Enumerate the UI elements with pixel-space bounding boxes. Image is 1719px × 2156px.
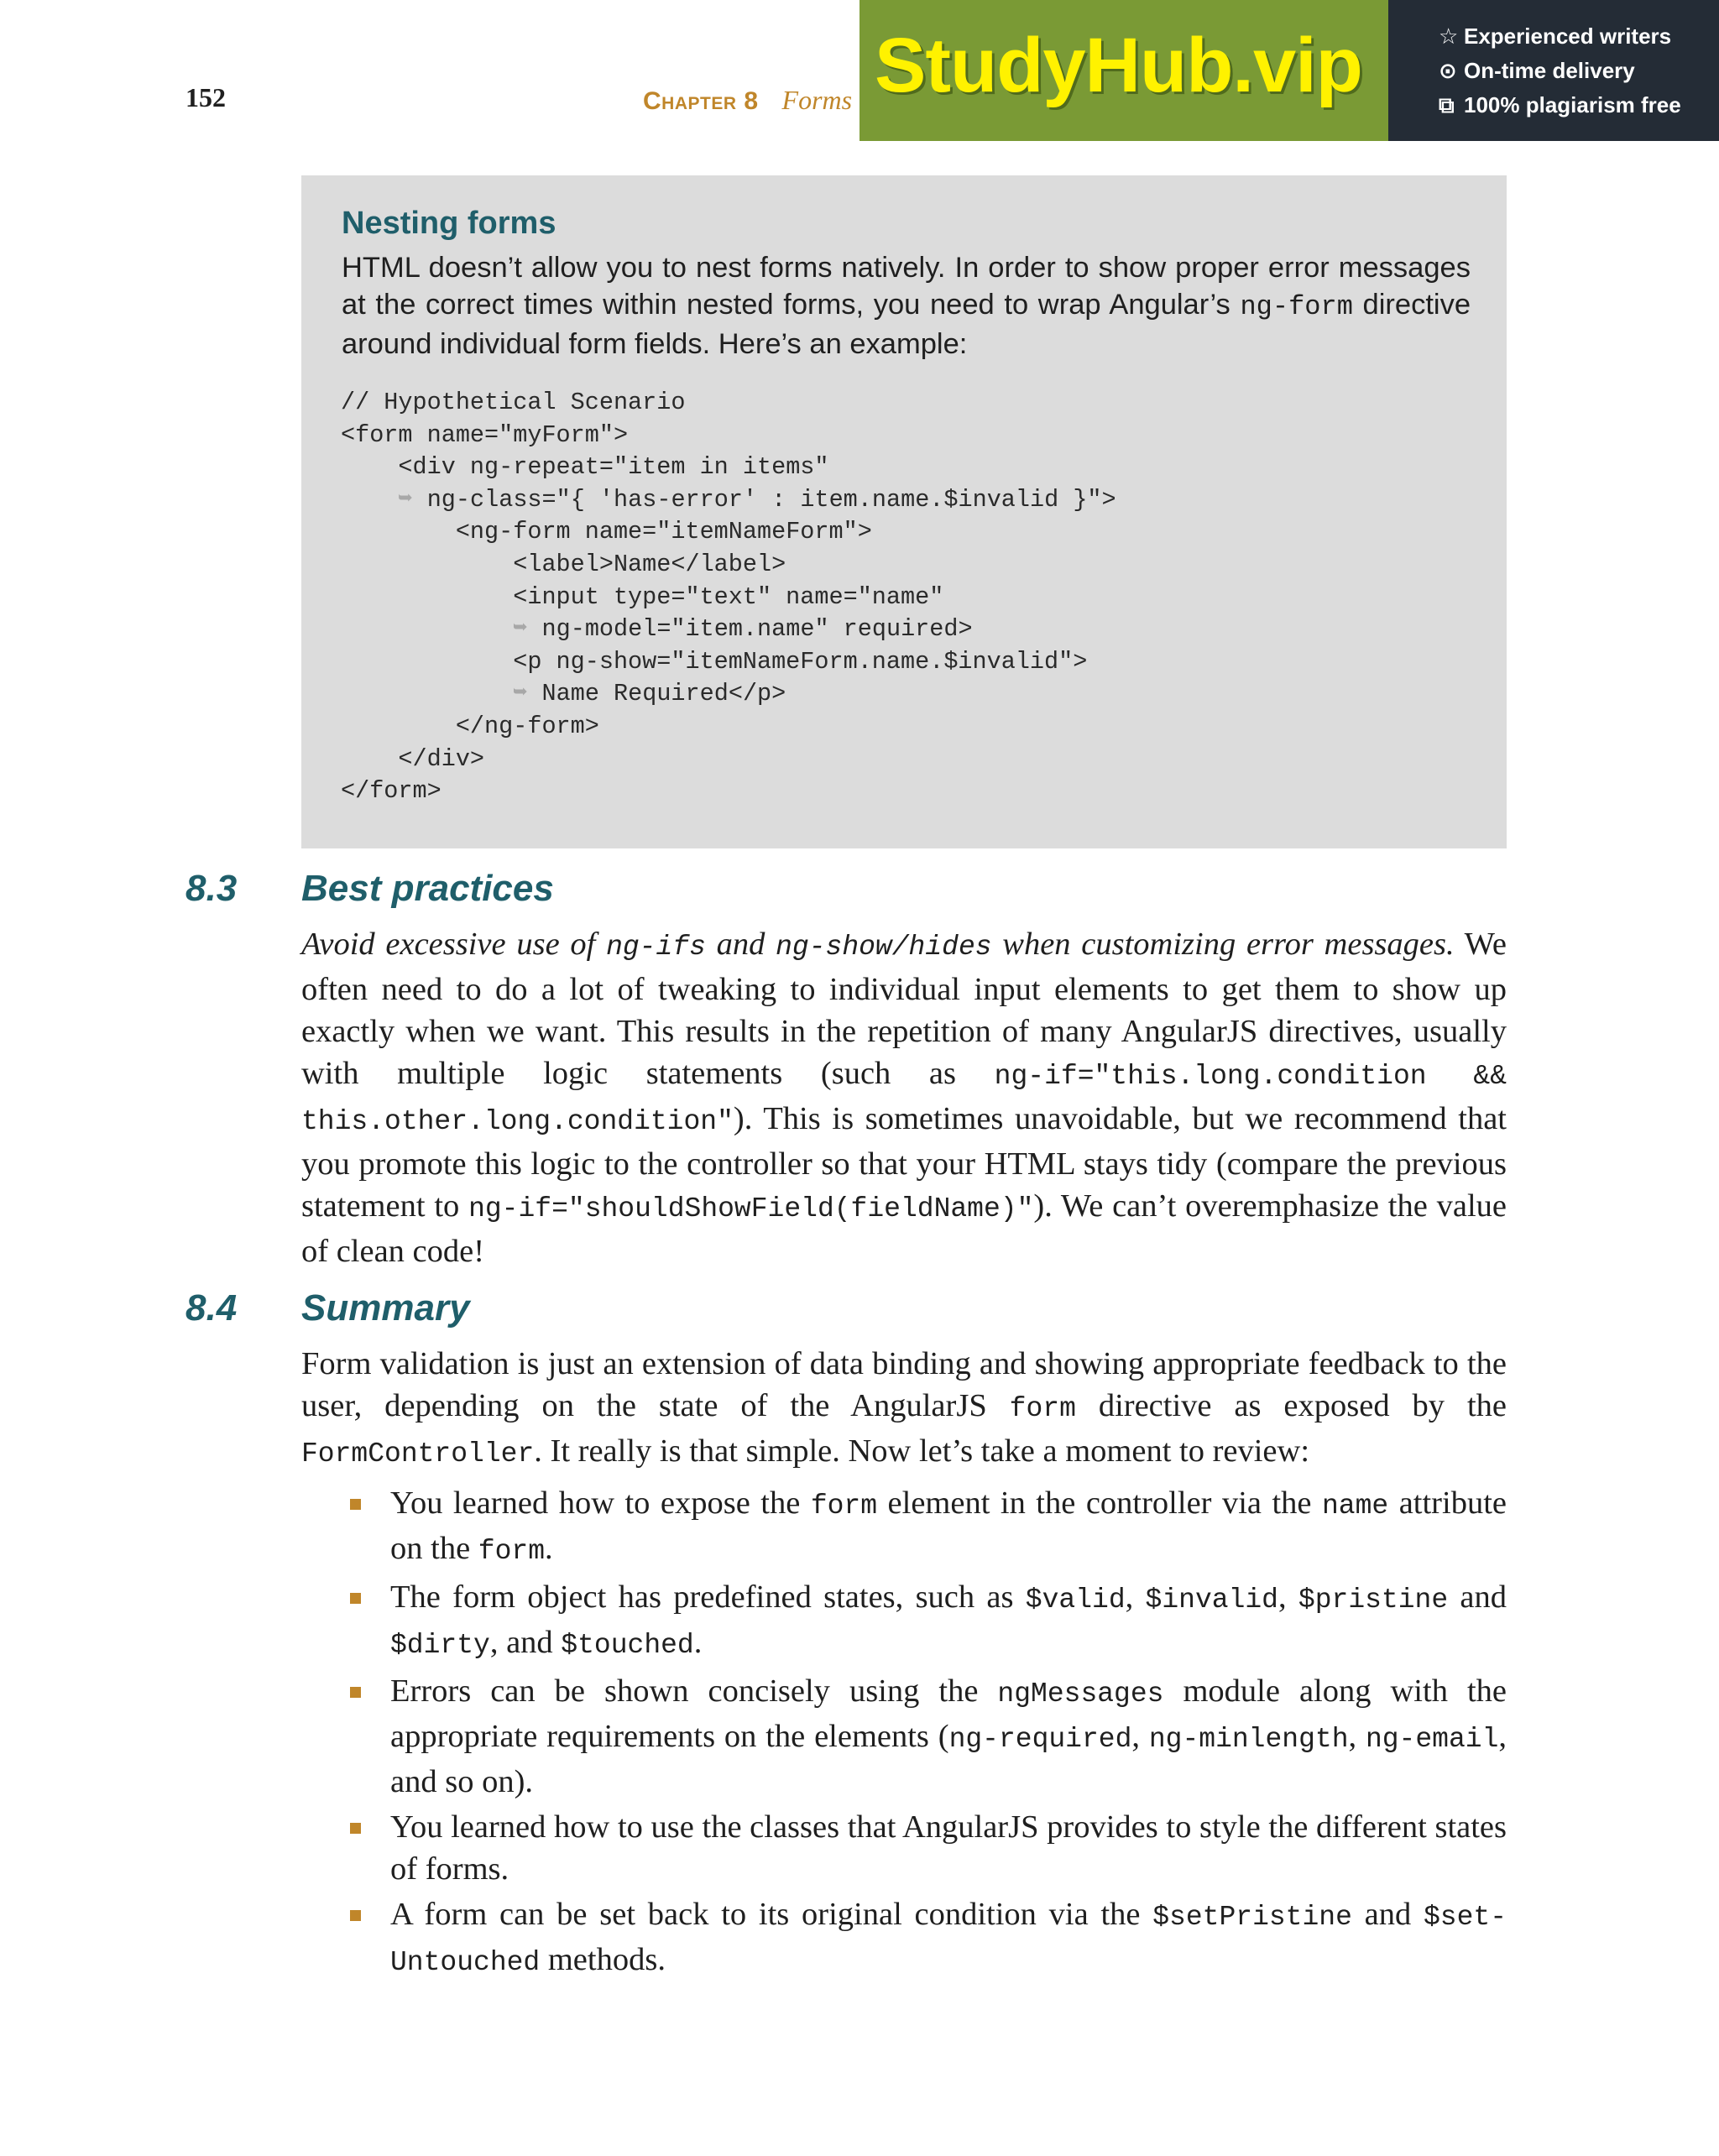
section-title: Summary	[301, 1287, 470, 1329]
code-line	[341, 646, 1116, 679]
section-title: Best practices	[301, 868, 554, 909]
bullet-square-icon	[350, 1499, 361, 1510]
list-item: Errors can be shown concisely using the ngMessages module along with the appropriate requirements on the elements (ng-required, ng-minlength, ng-email, and so on).	[347, 1670, 1507, 1803]
page-number: 152	[185, 82, 226, 112]
code-text: </ng-form>	[455, 712, 599, 740]
code-line	[341, 775, 1116, 808]
chapter-label: Chapter 8	[643, 87, 759, 115]
star-outline-icon: ☆	[1439, 23, 1459, 49]
code-line	[341, 516, 1116, 549]
sidebar-title: Nesting forms	[342, 206, 556, 241]
inline-code: form	[1009, 1393, 1076, 1424]
banner-brand-panel	[860, 0, 1388, 141]
code-text: <input type="text" name="name"	[513, 582, 944, 611]
code-text: <label>Name</label>	[513, 550, 786, 578]
list-item: You learned how to expose the form element in the controller via the name attribute on the form.	[347, 1482, 1507, 1573]
list-item: The form object has predefined states, such as $valid, $invalid, $pristine and $dirty, and $touched.	[347, 1576, 1507, 1667]
best-practices-paragraph: Avoid excessive use of ng-ifs and ng-show/hides when customizing error messages. We often need to do a lot of tweaking to individual input elements to get them to show up exactly when we want. This results in the repetition of many AngularJS directives, usually with multiple logic statements (such as ng-if="this.long.condition && this.other.long.condition"). This is sometimes unavoidable, but we recommend that you promote this logic to the controller so that your HTML stays tidy (compare the previous statement to ng-if="shouldShowField(fieldName)"). We can’t overemphasize the value of clean code!	[301, 927, 1507, 1269]
copy-icon: ⧉	[1439, 92, 1455, 117]
code-text: <div ng-repeat="item in items"	[398, 453, 829, 482]
list-item: You learned how to use the classes that AngularJS provides to style the different states of forms.	[347, 1806, 1507, 1890]
banner-feature	[1439, 92, 1681, 119]
code-line	[341, 484, 1116, 517]
code-line	[341, 420, 1116, 452]
bullet-square-icon	[350, 1687, 361, 1698]
bullet-square-icon	[350, 1593, 361, 1604]
chapter-title: Forms	[781, 85, 853, 115]
inline-code: ng-form	[1240, 291, 1353, 322]
banner-feature-text: Experienced writers	[1464, 23, 1672, 49]
code-text: <form name="myForm">	[341, 420, 629, 449]
banner-feature-text: On-time delivery	[1464, 58, 1635, 83]
bullet-square-icon	[350, 1823, 361, 1834]
section-number: 8.3	[185, 868, 238, 909]
code-line	[341, 711, 1116, 744]
banner-brand-logo: StudyHub.vip	[875, 23, 1362, 108]
code-listing	[341, 387, 1116, 808]
code-text: </div>	[398, 744, 485, 773]
continuation-arrow-icon: ➥	[513, 680, 528, 708]
bullet-square-icon	[350, 1910, 361, 1921]
code-line	[341, 549, 1116, 582]
summary-list	[347, 1482, 1507, 1987]
continuation-arrow-icon: ➥	[513, 615, 528, 644]
sidebar-text: HTML doesn’t allow you to nest forms natively. In order to show proper error messages at the correct times within nested forms, you need to wrap Angular’s ng-form directive around individual form fields. Here’s an example:	[342, 252, 1471, 360]
studyhub-banner[interactable]	[860, 0, 1719, 141]
code-text: <ng-form name="itemNameForm">	[455, 518, 872, 546]
code-line	[341, 678, 1116, 711]
code-line	[341, 613, 1116, 646]
banner-feature-text: 100% plagiarism free	[1464, 92, 1681, 117]
summary-paragraph: Form validation is just an extension of data binding and showing appropriate feedback to the user, depending on the state of the AngularJS form directive as exposed by the FormController. It really is that simple. Now let’s take a moment to review:	[301, 1346, 1507, 1470]
code-line	[341, 582, 1116, 614]
continuation-arrow-icon: ➥	[398, 485, 413, 514]
code-text: ng-model="item.name" required>	[527, 615, 973, 644]
clock-icon: ⊙	[1439, 58, 1457, 83]
code-line	[341, 387, 1116, 420]
code-text: Name Required</p>	[527, 680, 786, 708]
inline-code: FormController	[301, 1438, 535, 1470]
code-text: ng-class="{ 'has-error' : item.name.$invalid }">	[412, 485, 1116, 514]
list-item: A form can be set back to its original condition via the $setPristine and $setUntouched methods.	[347, 1893, 1507, 1984]
banner-features-panel	[1388, 0, 1719, 141]
banner-feature	[1439, 58, 1635, 84]
running-header	[643, 85, 852, 116]
code-text: <p ng-show="itemNameForm.name.$invalid">	[513, 647, 1088, 676]
code-text: </form>	[341, 777, 442, 806]
code-line	[341, 744, 1116, 776]
banner-feature	[1439, 23, 1671, 50]
inline-code: ng-ifs	[606, 932, 706, 963]
inline-code: ng-if="this.long.condition && this.other.long.condition"	[301, 1061, 1507, 1137]
inline-code: ng-if="shouldShowField(fieldName)"	[468, 1193, 1034, 1224]
code-line	[341, 452, 1116, 484]
inline-code: ng-show/hides	[776, 932, 992, 963]
code-text: // Hypothetical Scenario	[341, 389, 686, 416]
section-number: 8.4	[185, 1287, 238, 1329]
